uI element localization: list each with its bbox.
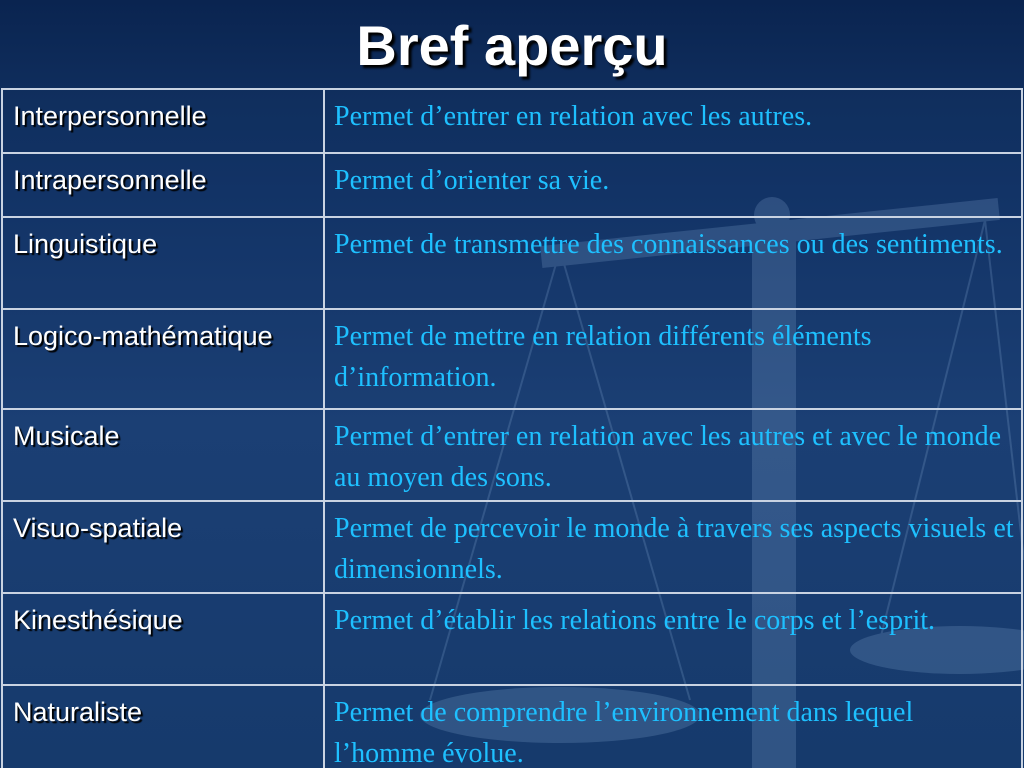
- term-cell: Kinesthésique: [2, 593, 324, 685]
- description-cell: Permet de comprendre l’environnement dans lequel l’homme évolue.: [324, 685, 1022, 768]
- description-cell: Permet d’orienter sa vie.: [324, 153, 1022, 217]
- table-row: [2, 153, 1022, 217]
- intelligences-table: [1, 88, 1023, 768]
- description-cell: Permet de mettre en relation différents éléments d’information.: [324, 309, 1022, 409]
- table-row: [2, 89, 1022, 153]
- description-cell: Permet de transmettre des connaissances ou des sentiments.: [324, 217, 1022, 309]
- table-row: [2, 593, 1022, 685]
- term-cell: Logico-mathématique: [2, 309, 324, 409]
- table-row: [2, 409, 1022, 501]
- description-cell: Permet d’entrer en relation avec les autres.: [324, 89, 1022, 153]
- table-row: [2, 217, 1022, 309]
- description-cell: Permet de percevoir le monde à travers ses aspects visuels et dimensionnels.: [324, 501, 1022, 593]
- term-cell: Interpersonnelle: [2, 89, 324, 153]
- table-row: [2, 309, 1022, 409]
- description-cell: Permet d’entrer en relation avec les autres et avec le monde au moyen des sons.: [324, 409, 1022, 501]
- term-cell: Naturaliste: [2, 685, 324, 768]
- slide-title: Bref aperçu: [356, 14, 668, 77]
- term-cell: Visuo-spatiale: [2, 501, 324, 593]
- description-cell: Permet d’établir les relations entre le corps et l’esprit.: [324, 593, 1022, 685]
- term-cell: Musicale: [2, 409, 324, 501]
- term-cell: Linguistique: [2, 217, 324, 309]
- term-cell: Intrapersonnelle: [2, 153, 324, 217]
- table-row: [2, 685, 1022, 768]
- table-row: [2, 501, 1022, 593]
